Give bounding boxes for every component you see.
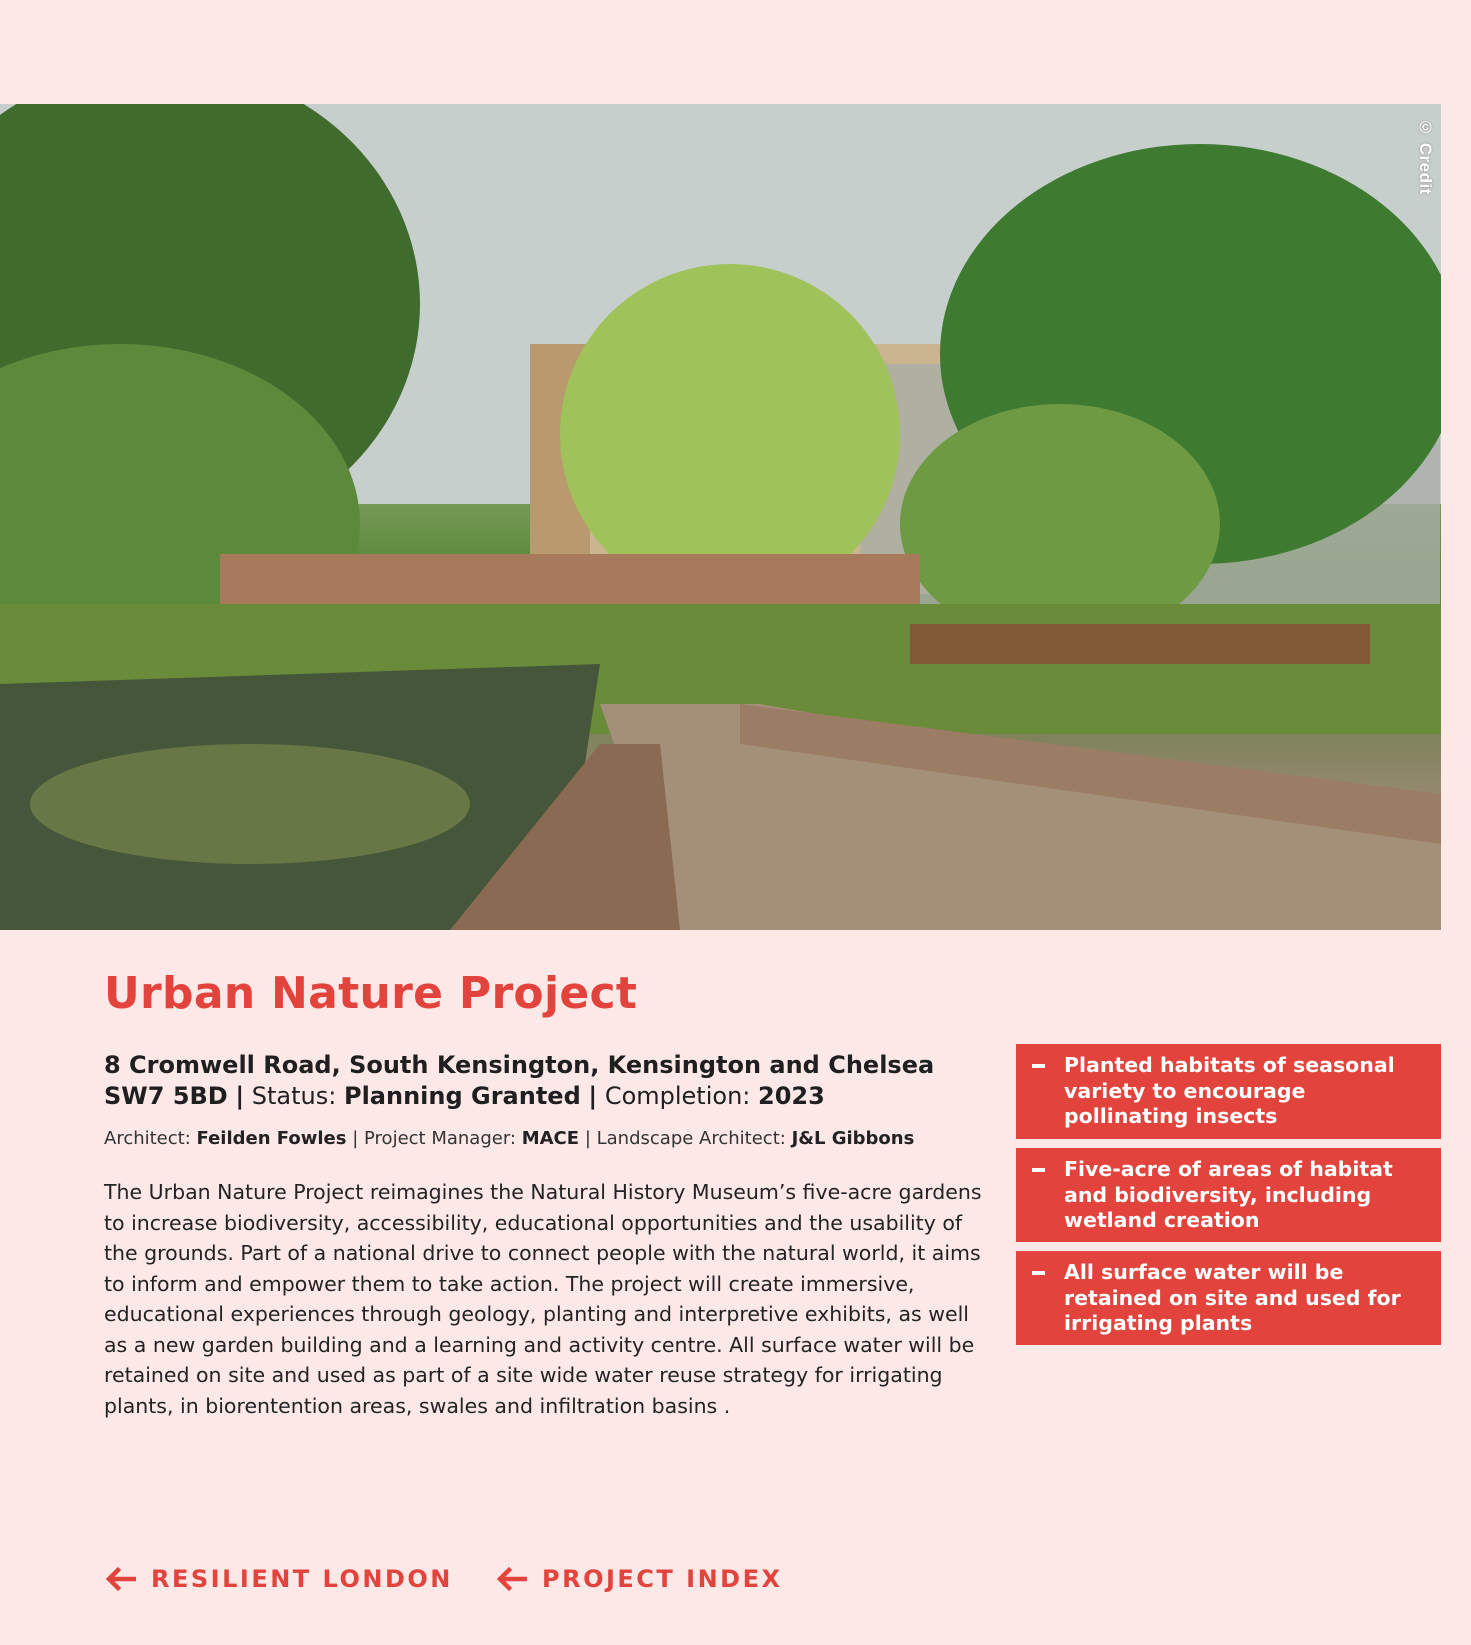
separator: | [352,1128,359,1149]
dash-icon [1032,1271,1045,1275]
project-index-link[interactable] [495,1565,782,1593]
arrow-left-icon [495,1566,527,1592]
architect-label: Architect: [104,1128,191,1149]
garden-illustration [0,104,1441,930]
dash-icon [1032,1064,1045,1068]
resilient-london-link[interactable] [104,1565,453,1593]
image-credit: © Credit [1416,118,1435,195]
highlight-item [1016,1148,1441,1242]
status-label: Status: [251,1082,337,1110]
address-postcode: SW7 5BD [104,1082,228,1110]
status-value: Planning Granted [343,1082,581,1110]
manager-label: Project Manager: [364,1128,516,1149]
dash-icon [1032,1168,1045,1172]
landscape-value: J&L Gibbons [791,1128,915,1149]
highlight-text: Planted habitats of seasonal variety to encourage pollinating insects [1064,1053,1395,1128]
hero-image [0,104,1441,930]
project-team [104,1128,984,1149]
highlight-item [1016,1044,1441,1139]
highlights-list [1016,1044,1441,1354]
completion-value: 2023 [758,1082,825,1110]
project-description: The Urban Nature Project reimagines the Natural History Museum’s five-acre gardens to increase biodiversity, accessibility, educational opportunities and the usability of the grounds. Part of a national drive to connect people with the natural world, it aims to inform and empower them to take action. The project will create immersive, educational experiences through geology, planting and interpretive exhibits, as well as a new garden building and a learning and activity centre. All surface water will be retained on site and used as part of a site wide water reuse strategy for irrigating plants, in biorentention areas, swales and infiltration basins . [104,1180,982,1418]
separator: | [235,1082,245,1110]
highlight-text: All surface water will be retained on site and used for irrigating plants [1064,1260,1401,1335]
completion-label: Completion: [604,1082,751,1110]
landscape-label: Landscape Architect: [596,1128,786,1149]
address-line: 8 Cromwell Road, South Kensington, Kensington and Chelsea [104,1051,935,1079]
highlight-text: Five-acre of areas of habitat and biodiversity, including wetland creation [1064,1157,1393,1232]
highlight-item [1016,1251,1441,1345]
project-index-label: PROJECT INDEX [542,1565,783,1593]
manager-value: MACE [521,1128,580,1149]
separator: | [588,1082,598,1110]
architect-value: Feilden Fowles [196,1128,347,1149]
project-address [104,1050,984,1112]
page-title: Urban Nature Project [104,968,638,1019]
arrow-left-icon [104,1566,136,1592]
separator: | [584,1128,591,1149]
resilient-london-label: RESILIENT LONDON [151,1565,453,1593]
